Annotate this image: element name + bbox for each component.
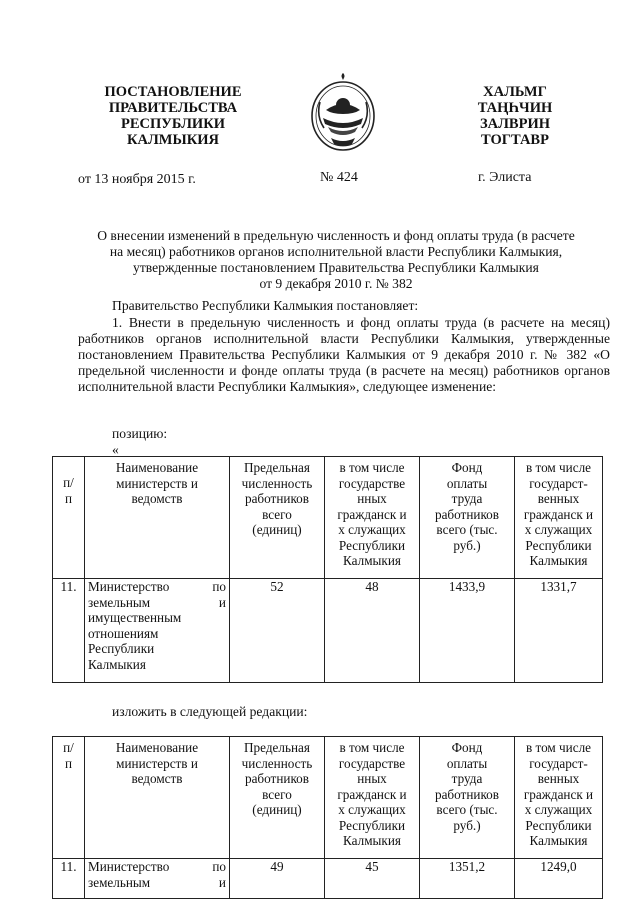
header-cell-fund [420,457,515,579]
table-row [53,579,603,683]
header-text: венных [537,491,580,506]
header-text: Наименование [115,460,199,475]
header-cell-fund [420,737,515,859]
header-text: государстве [338,755,406,771]
header-text: работников [434,786,499,802]
header-text: Предельная [244,740,310,755]
header-text: министерств и [116,475,198,491]
header-text: Фонд [451,740,483,755]
title-line: от 9 декабря 2010 г. № 382 [259,276,413,291]
header-text: в том числе [339,460,405,475]
name-line: Министерство по [88,579,226,594]
header-text: всего [262,506,292,522]
paragraph-new-edition: изложить в следующей редакции: [112,704,308,719]
header-text: гражданск и [337,786,407,802]
row-civil: 48 [325,579,420,683]
name-line: Республики [88,641,155,656]
header-cell-num [53,737,85,859]
header-text: государст- [529,755,588,771]
header-text: гражданск и [337,506,407,522]
row-num: 11. [53,579,85,683]
header-text: в том числе [525,740,592,755]
header-text: работников [434,506,499,522]
header-text: (единиц) [252,802,302,817]
header-text: х служащих [338,802,406,817]
header-text: Наименование [115,740,199,755]
name-line: земельным и [88,594,226,610]
header-text: п [64,755,73,771]
name-line: Калмыкия [88,656,146,672]
header-cell-civil [325,737,420,859]
header-text: Республики [338,817,406,833]
document-number: № 424 [320,170,358,185]
row-fund-civil: 1249,0 [515,859,603,899]
header-text: (единиц) [252,522,302,537]
header-text: х служащих [338,522,406,537]
header-text: п/ [63,740,74,755]
header-text: руб.) [453,537,481,553]
header-text: Республики [525,537,592,553]
table-row [53,859,603,899]
header-text: Фонд [451,460,483,475]
quote-open: « [112,442,119,457]
header-text: Республики [525,817,592,833]
header-text: п [64,490,73,506]
header-left-line: ПОСТАНОВЛЕНИЕ [104,84,242,100]
header-cell-num [53,457,85,579]
header-text: гражданск и [523,506,594,522]
header-left-title [78,84,268,148]
header-cell-civil [325,457,420,579]
header-text: государстве [338,475,406,491]
row-num: 11. [53,859,85,899]
title-line: на месяц) работников органов исполнительной власти Республики Калмыкия, [109,244,563,259]
header-text: руб.) [453,817,481,833]
header-text: всего (тыс. [436,522,498,537]
document-date: от 13 ноября 2015 г. [78,172,196,187]
header-text: труда [451,491,483,506]
header-cell-fund-civil [515,737,603,859]
header-cell-name [85,737,230,859]
header-text: в том числе [525,460,592,475]
row-name [85,579,230,683]
paragraph-main: 1. Внести в предельную численность и фонд оплаты труда (в расчете на месяц) работников органов исполнительной власти Республики Калмыкия, утвержденные постановлением Правительства Республики Калмыкия от 9 декабря 2010 г. № 382 «О предельной численности и фонде оплаты труда (в расчете на месяц) работников органов исполнительной власти Республики Калмыкия», следующее изменение: [78,315,610,394]
header-text: ведомств [131,491,183,506]
header-text: ведомств [131,771,183,786]
row-fund: 1351,2 [420,859,515,899]
header-cell-name [85,457,230,579]
header-text: нных [357,491,387,506]
row-name [85,859,230,899]
header-text: государст- [529,475,588,491]
title-line: утвержденные постановлением Правительства Республики Калмыкия [133,260,539,275]
header-text: Предельная [244,460,310,475]
header-left-line: ПРАВИТЕЛЬСТВА [108,100,238,116]
header-left-line: КАЛМЫКИЯ [127,132,219,148]
header-text: оплаты [446,755,488,771]
table-header-row [53,737,603,859]
row-fund-civil: 1331,7 [515,579,603,683]
document-city: г. Элиста [478,170,532,185]
row-total: 52 [230,579,325,683]
header-cell-total [230,457,325,579]
header-text: численность [241,475,313,491]
header-text: Калмыкия [343,553,401,568]
header-right-title [440,84,590,148]
header-text: Калмыкия [529,833,588,848]
positions-table-old [52,456,603,683]
header-text: работников [244,491,309,506]
title-line: О внесении изменений в предельную численность и фонд оплаты труда (в расчете [97,228,575,243]
name-line: имущественным [88,610,182,625]
name-line: отношениям [88,625,159,641]
paragraph-position: позицию: [112,426,168,441]
header-text: всего (тыс. [436,802,498,817]
name-line: земельным и [88,874,226,890]
row-civil: 45 [325,859,420,899]
header-text: п/ [63,475,74,490]
header-text: х служащих [524,522,593,537]
header-text: Республики [338,537,406,553]
name-line: Министерство по [88,859,226,874]
header-text: оплаты [446,475,488,491]
paragraph-intro: Правительство Республики Калмыкия постановляет: [112,298,419,313]
header-text: гражданск и [523,786,594,802]
header-text: работников [244,771,309,786]
header-right-line: ТОГТАВР [481,132,549,148]
header-text: нных [357,771,387,786]
header-cell-fund-civil [515,457,603,579]
table-header-row [53,457,603,579]
header-text: Калмыкия [529,553,588,568]
header-right-line: ХАЛЬМГ [483,84,547,100]
header-text: труда [451,771,483,786]
header-right-line: ТАҢҺЧИН [477,100,553,116]
document-title [62,228,610,292]
row-fund: 1433,9 [420,579,515,683]
header-text: венных [537,771,580,786]
header-cell-total [230,737,325,859]
header-text: министерств и [116,755,198,771]
header-text: всего [262,786,292,802]
positions-table-new [52,736,603,899]
header-text: х служащих [524,802,593,817]
row-total: 49 [230,859,325,899]
header-text: в том числе [339,740,405,755]
header-text: численность [241,755,313,771]
emblem-icon [306,72,380,156]
header-right-line: ЗАЛВРИН [479,116,550,132]
header-left-line: РЕСПУБЛИКИ [120,116,226,132]
header-text: Калмыкия [343,833,401,848]
